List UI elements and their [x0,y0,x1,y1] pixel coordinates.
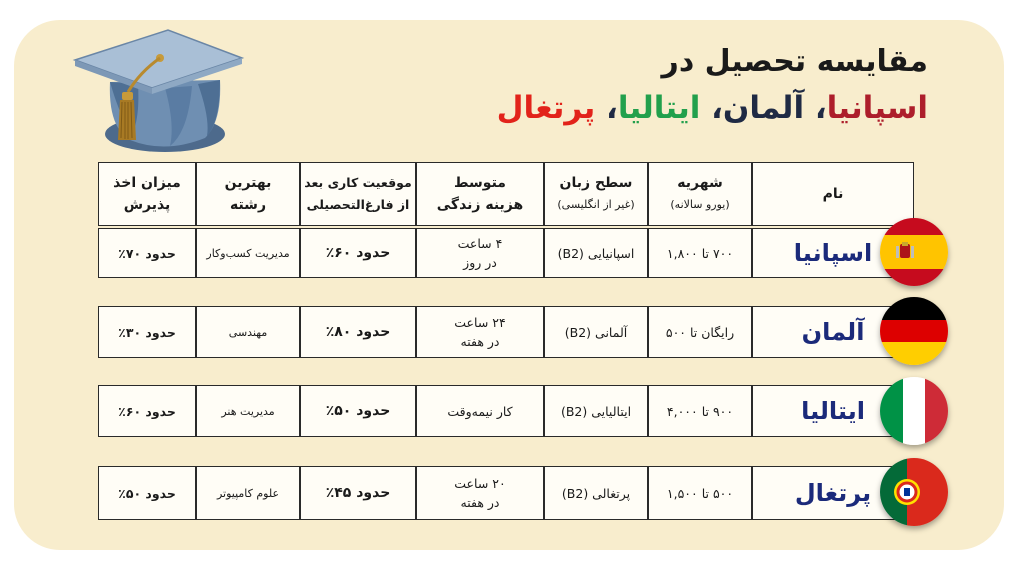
row-spain-tuition: ۷۰۰ تا ۱,۸۰۰ [648,228,752,278]
row-italy-language: ایتالیایی (B2) [544,385,648,437]
row-spain-language: اسپانیایی (B2) [544,228,648,278]
row-portugal-field: علوم کامپیوتر [196,466,300,520]
row-germany-cost: ۲۴ ساعت در هفته [416,306,544,358]
row-portugal-language: پرتغالی (B2) [544,466,648,520]
row-spain-field: مدیریت کسب‌وکار [196,228,300,278]
graduation-cap-icon [70,22,245,157]
row-italy-tuition: ۹۰۰ تا ۴,۰۰۰ [648,385,752,437]
row-portugal-name: پرتغال [752,466,914,520]
header-field: بهترین رشته [196,162,300,226]
portugal-flag-icon [880,458,948,526]
row-italy-name: ایتالیا [752,385,914,437]
header-cost: متوسط هزینه زندگی [416,162,544,226]
row-spain-acceptance: حدود ۷۰٪ [98,228,196,278]
row-portugal-cost: ۲۰ ساعت در هفته [416,466,544,520]
row-italy-acceptance: حدود ۶۰٪ [98,385,196,437]
row-spain-name: اسپانیا [752,228,914,278]
row-spain-job: حدود ۶۰٪ [300,228,416,278]
spain-flag-icon [880,218,948,286]
header-job: موقعیت کاری بعد از فارغ‌التحصیلی [300,162,416,226]
header-language [544,162,648,226]
row-germany-field: مهندسی [196,306,300,358]
header-tuition-label: شهریه [677,175,723,191]
row-italy-field: مدیریت هنر [196,385,300,437]
row-portugal-acceptance: حدود ۵۰٪ [98,466,196,520]
title-separator: ، [700,90,723,126]
row-italy-cost: کار نیمه‌وقت [416,385,544,437]
title-italy: ایتالیا [617,90,701,126]
row-germany-name: آلمان [752,306,914,358]
header-tuition-sub: (یورو سالانه) [670,198,730,211]
page-subtitle [497,90,928,126]
row-germany-job: حدود ۸۰٪ [300,306,416,358]
title-portugal: پرتغال [496,90,596,126]
header-name: نام [752,162,914,226]
row-germany-language: آلمانی (B2) [544,306,648,358]
page-title: مقایسه تحصیل در [661,44,928,79]
title-germany: آلمان [722,90,805,126]
germany-flag-icon [880,297,948,365]
row-germany-acceptance: حدود ۳۰٪ [98,306,196,358]
italy-flag-icon [880,377,948,445]
header-language-label: سطح زبان [559,175,633,191]
row-portugal-tuition: ۵۰۰ تا ۱,۵۰۰ [648,466,752,520]
header-tuition [648,162,752,226]
row-germany-tuition: رایگان تا ۵۰۰ [648,306,752,358]
row-portugal-job: حدود ۴۵٪ [300,466,416,520]
row-spain-cost: ۴ ساعت در روز [416,228,544,278]
title-separator: ، [595,90,618,126]
header-language-sub: (غیر از انگلیسی) [557,198,635,211]
title-separator: ، [804,90,827,126]
title-spain: اسپانیا [826,90,928,126]
header-acceptance: میزان اخذ پذیرش [98,162,196,226]
row-italy-job: حدود ۵۰٪ [300,385,416,437]
